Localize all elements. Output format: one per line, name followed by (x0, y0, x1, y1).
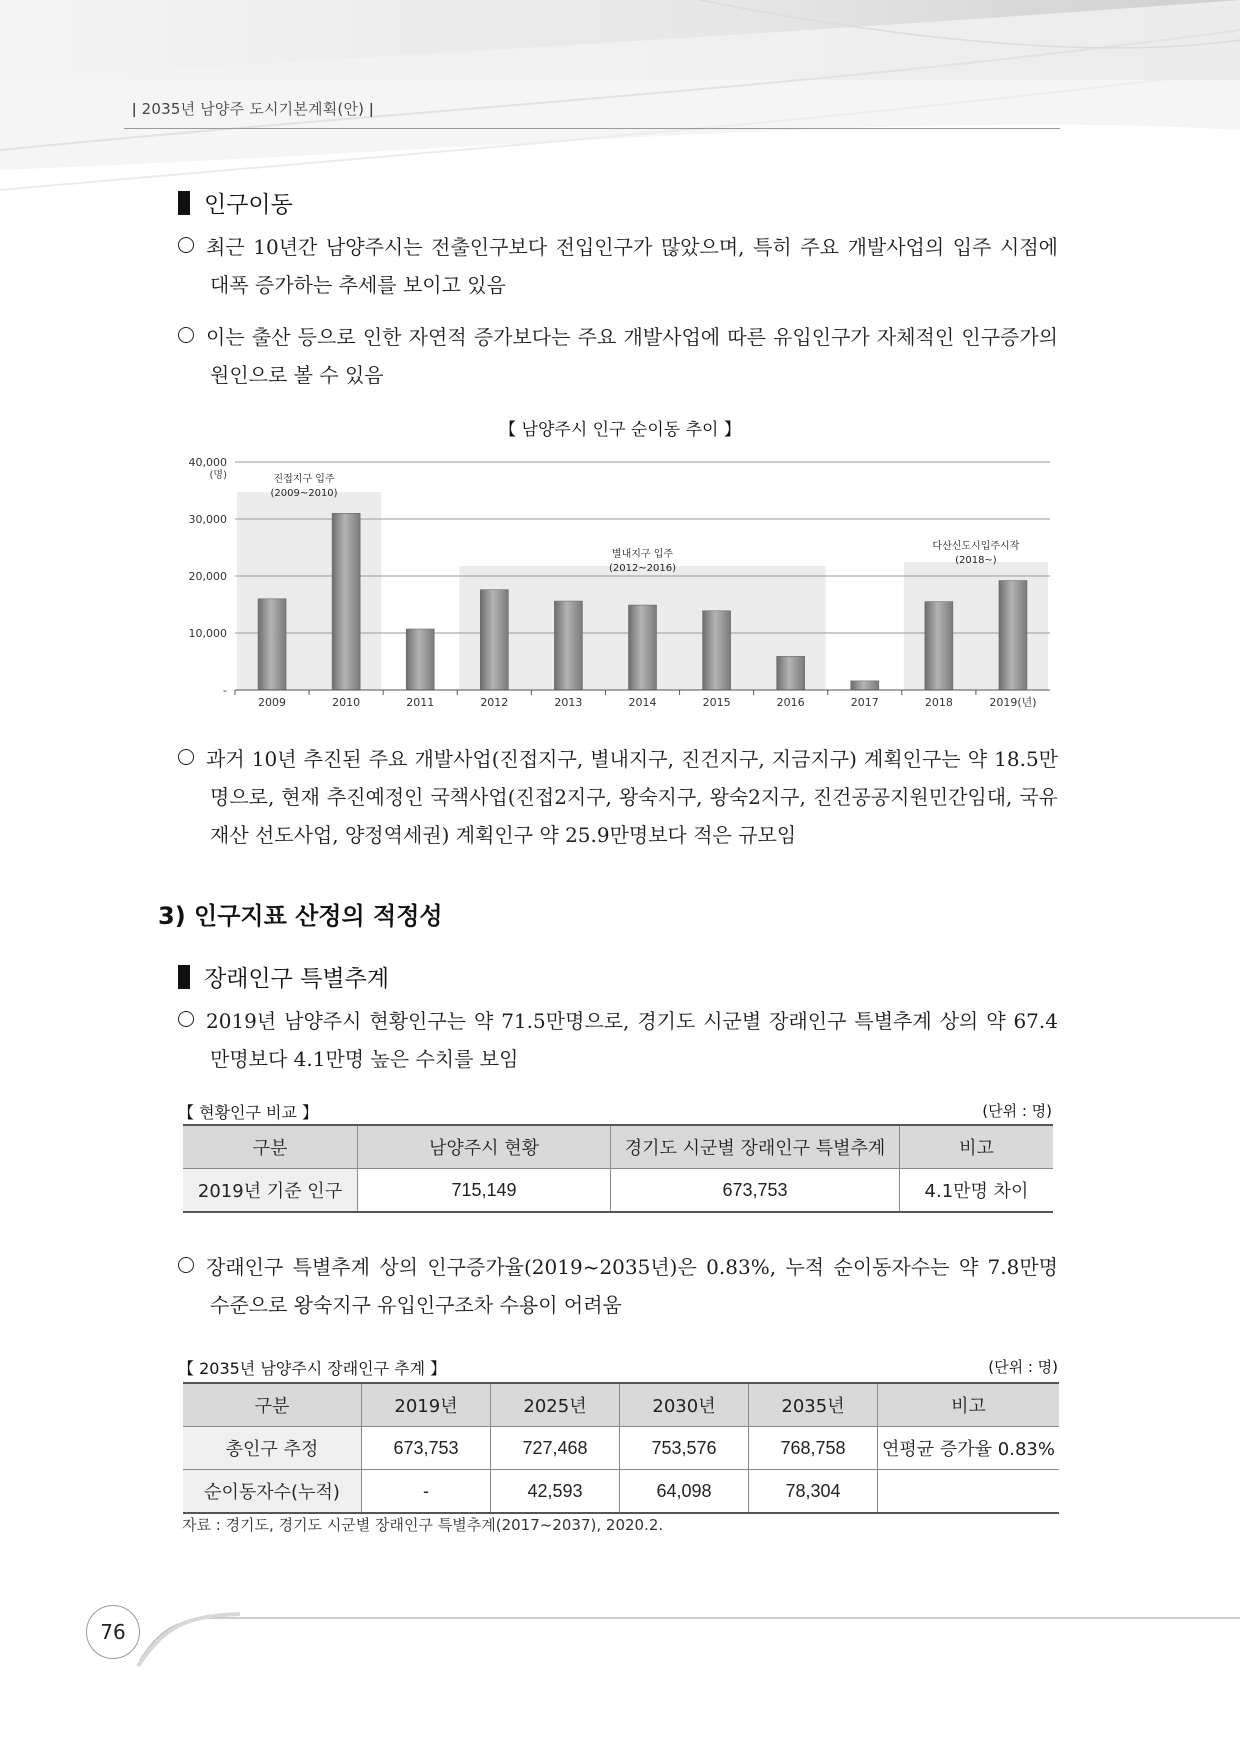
x-tick-label: 2017 (850, 696, 879, 709)
table-cell: 총인구 추정 (183, 1427, 362, 1470)
table-header-cell: 2025년 (491, 1383, 620, 1427)
table-cell: 64,098 (620, 1470, 749, 1514)
x-tick-label: 2016 (776, 696, 805, 709)
y-tick-label: 20,000 (188, 570, 227, 583)
table-header-cell: 경기도 시군별 장래인구 특별추계 (611, 1125, 900, 1169)
circle-bullet-icon (178, 237, 194, 253)
circle-bullet-icon (178, 1257, 194, 1273)
table-header-cell: 2035년 (749, 1383, 878, 1427)
circle-bullet-icon (178, 327, 194, 343)
bar-2011 (406, 629, 434, 690)
table-cell: 715,149 (358, 1169, 611, 1213)
x-tick-label: 2011 (406, 696, 435, 709)
annotation-label: 진접지구 입주 (273, 474, 335, 485)
table-header-cell: 구분 (183, 1383, 362, 1427)
table-row (183, 1169, 1053, 1213)
table-population-projection (183, 1382, 1059, 1514)
table-header-cell: 2019년 (362, 1383, 491, 1427)
x-tick-label: 2014 (628, 696, 657, 709)
table-cell: 42,593 (491, 1470, 620, 1514)
page-number: 76 (86, 1605, 140, 1659)
x-tick-label: 2010 (332, 696, 361, 709)
bar-2016 (777, 656, 805, 690)
table2-label: 【 2035년 남양주시 장래인구 추계 】 (178, 1359, 447, 1378)
table-header-cell: 비고 (900, 1125, 1054, 1169)
table-cell: 727,468 (491, 1427, 620, 1470)
table1-label: 【 현황인구 비교 】 (178, 1103, 318, 1122)
paragraph-migration-2: 이는 출산 등으로 인한 자연적 증가보다는 주요 개발사업에 따른 유입인구가 자체적인 인구증가의 원인으로 볼 수 있음 (178, 318, 1058, 394)
table-cell: 78,304 (749, 1470, 878, 1514)
table-cell: - (362, 1470, 491, 1514)
table-cell: 768,758 (749, 1427, 878, 1470)
table1-unit: (단위 : 명) (982, 1102, 1052, 1120)
table-header-cell: 비고 (878, 1383, 1060, 1427)
table-cell: 순이동자수(누적) (183, 1470, 362, 1514)
table-header-cell: 2030년 (620, 1383, 749, 1427)
annotation-label: 별내지구 입주 (611, 549, 674, 560)
paragraph-migration-1: 최근 10년간 남양주시는 전출인구보다 전입인구가 많았으며, 특히 주요 개발사업의 입주 시점에 대폭 증가하는 추세를 보이고 있음 (178, 228, 1058, 304)
section-title-future (178, 960, 389, 993)
table-header-row (183, 1125, 1053, 1169)
bar-2019(년) (999, 581, 1027, 690)
table2-unit: (단위 : 명) (988, 1358, 1058, 1376)
section-title-text: 장래인구 특별추계 (204, 966, 390, 992)
table-cell: 4.1만명 차이 (900, 1169, 1054, 1213)
y-tick-label: - (223, 684, 227, 697)
table-header-row (183, 1383, 1059, 1427)
circle-bullet-icon (178, 749, 194, 765)
header-rule (124, 128, 1060, 129)
section-title-text: 인구이동 (204, 192, 293, 218)
paragraph-future: 2019년 남양주시 현황인구는 약 71.5만명으로, 경기도 시군별 장래인구 특별추계 상의 약 67.4만명보다 4.1만명 높은 수치를 보임 (178, 1002, 1058, 1078)
running-header: ǀ 2035년 남양주 도시기본계획(안) ǀ (132, 100, 374, 118)
table-current-population (183, 1124, 1053, 1213)
circle-bullet-icon (178, 1011, 194, 1027)
table-cell: 673,753 (611, 1169, 900, 1213)
table-row (183, 1470, 1059, 1514)
footer-decoration (0, 1590, 1240, 1690)
source-note: 자료 : 경기도, 경기도 시군별 장래인구 특별추계(2017~2037), 2020.2. (182, 1516, 664, 1534)
bar-2009 (258, 599, 286, 690)
x-tick-label: 2012 (480, 696, 509, 709)
bar-2012 (480, 590, 508, 690)
table-cell: 2019년 기준 인구 (183, 1169, 358, 1213)
table-header-cell: 남양주시 현황 (358, 1125, 611, 1169)
bar-2018 (925, 602, 953, 690)
y-tick-label: 30,000 (188, 513, 227, 526)
x-tick-label: 2019(년) (989, 696, 1037, 709)
paragraph-rate: 장래인구 특별추계 상의 인구증가율(2019~2035년)은 0.83%, 누적 순이동자수는 약 7.8만명 수준으로 왕숙지구 유입인구조차 수용이 어려움 (178, 1248, 1058, 1324)
annotation-label: (2009~2010) (270, 488, 338, 499)
chart-caption: 【 남양주시 인구 순이동 추이 】 (499, 420, 741, 440)
x-tick-label: 2018 (924, 696, 953, 709)
annotation-label: (2012~2016) (608, 563, 677, 574)
table-cell: 연평균 증가율 0.83% (878, 1427, 1060, 1470)
bar-2010 (332, 513, 360, 690)
annotation-label: (2018~) (955, 555, 997, 566)
annotation-label: 다산신도시입주시작 (932, 541, 1020, 552)
paragraph-projects: 과거 10년 추진된 주요 개발사업(진접지구, 별내지구, 진건지구, 지금지구) 계획인구는 약 18.5만명으로, 현재 추진예정인 국책사업(진접2지구, 왕숙지구, 왕숙2지구, 진건공공지원민간임대, 국유재산 선도사업, 양정역세권) 계획인구 약 25.9만명보다 적은 규모임 (178, 740, 1058, 854)
bar-2017 (851, 681, 879, 690)
y-tick-label: 10,000 (188, 627, 227, 640)
x-tick-label: 2009 (258, 696, 287, 709)
section-marker-icon (178, 965, 190, 989)
bar-2014 (629, 605, 657, 690)
y-tick-label: 40,000 (188, 456, 227, 469)
table-cell: 673,753 (362, 1427, 491, 1470)
table-cell (878, 1470, 1060, 1514)
subheading-population-indicator: 3) 인구지표 산정의 적정성 (158, 902, 443, 930)
x-tick-label: 2013 (554, 696, 583, 709)
x-tick-label: 2015 (702, 696, 731, 709)
section-marker-icon (178, 191, 190, 215)
net-migration-bar-chart (180, 450, 1060, 720)
y-axis-unit-label: (명) (209, 470, 227, 481)
bar-2015 (703, 611, 731, 690)
table-header-cell: 구분 (183, 1125, 358, 1169)
section-title-migration (178, 186, 293, 219)
table-row (183, 1427, 1059, 1470)
bar-2013 (554, 601, 582, 690)
table-cell: 753,576 (620, 1427, 749, 1470)
